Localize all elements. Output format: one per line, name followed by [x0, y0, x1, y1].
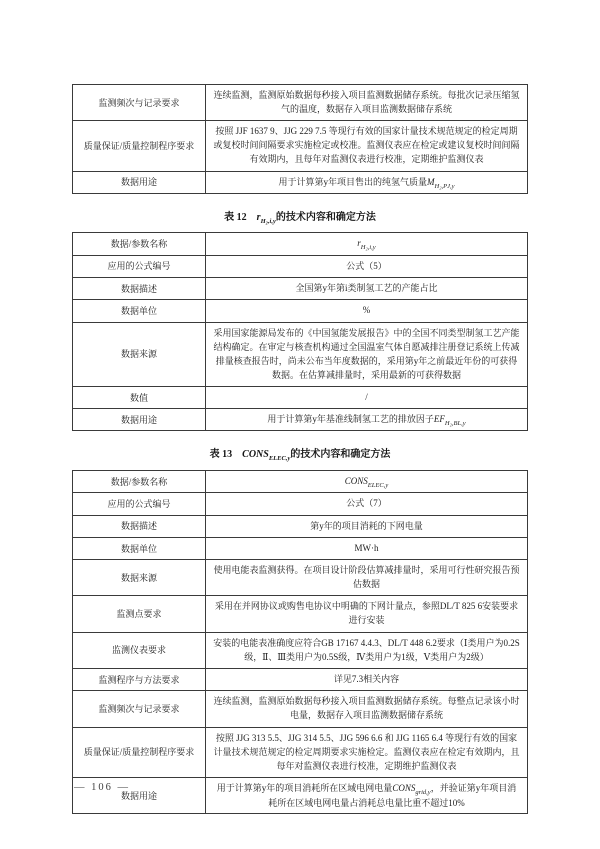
caption-prefix: 表 13 [209, 449, 243, 461]
row-label-cell: 数值 [73, 386, 206, 408]
row-label-cell: 应用的公式编号 [73, 493, 206, 515]
value-text: 采用在并网协议或购售电协议中明确的下网计量点，参照DL/T 825 6安装要求进行安装 [214, 601, 519, 626]
table-row [73, 691, 528, 727]
table-12 [72, 232, 528, 431]
row-value-cell [206, 727, 528, 777]
table-row [73, 470, 528, 492]
row-value-cell [206, 386, 528, 408]
row-value-cell [206, 470, 528, 492]
table-row [73, 322, 528, 386]
value-text: MW·h [354, 542, 379, 553]
formula-base: r [357, 238, 361, 249]
table-row [73, 409, 528, 431]
table-row [73, 596, 528, 632]
value-text: 使用电能表监测获得。在项目设计阶段估算减排量时，采用可行性研究报告预估数据 [213, 565, 520, 590]
row-value-cell [206, 560, 528, 596]
value-text: 采用国家能源局发布的《中国氢能发展报告》中的全国不同类型制氢工艺产能结构确定。在审定与核查机构通过全国温室气体自愿减排注册登记系统上传减排量核查报告时，尚未公布当年度数据的，采用第y年之前最近年份的可获得数据。在估算减排量时，采用最新的可获得数据 [213, 327, 520, 380]
table-row [73, 727, 528, 777]
table-13 [72, 470, 528, 814]
value-text: 安装的电能表准确度应符合GB 17167 4.4.3、DL/T 448 6.2要求（Ⅰ类用户为0.2S级，Ⅱ、Ⅲ类用户为0.5S级，Ⅳ类用户为1级，Ⅴ类用户为2级） [213, 637, 520, 662]
row-label-cell: 监测频次与记录要求 [73, 85, 206, 121]
document-page-content [72, 84, 528, 814]
row-value-cell [206, 277, 528, 299]
table-row [73, 121, 528, 171]
row-label-cell: 监测点要求 [73, 596, 206, 632]
table-monitoring-continuation [72, 84, 528, 194]
row-value-cell [206, 300, 528, 322]
table-row [73, 277, 528, 299]
row-value-cell [206, 233, 528, 255]
table-row [73, 669, 528, 691]
value-text: 按照 JJG 313 5.5、JJG 314 5.5、JJG 596 6.6 和 JJG 1165 6.4 等现行有效的国家计量技术规范规定的检定周期要求实施检定。监测仪表应在检定有效期内，且每年对监测仪表进行校准，定期维护监测仪表 [213, 732, 520, 771]
formula-subscript: ELEC,y [367, 481, 389, 489]
page-number-label: — 106 — [74, 782, 130, 793]
row-label-cell: 质量保证/质量控制程序要求 [73, 121, 206, 171]
row-value-cell [206, 121, 528, 171]
row-value-cell [206, 669, 528, 691]
row-label-cell: 数据用途 [73, 171, 206, 193]
value-text: 第y年的项目消耗的下网电量 [310, 520, 423, 531]
value-text: 连续监测，监测原始数据每秒接入项目监测数据储存系统。每批次记录压缩氢气的温度，数据存入项目监测数据储存系统 [213, 90, 520, 114]
row-label-cell: 数据单位 [73, 537, 206, 559]
row-value-cell [206, 777, 528, 813]
table-row [73, 300, 528, 322]
row-label-cell: 监测仪表要求 [73, 632, 206, 668]
value-text: 公式（5） [346, 260, 387, 271]
table-row [73, 255, 528, 277]
table-13-caption [72, 445, 528, 463]
table-row [73, 85, 528, 121]
table-row [73, 493, 528, 515]
formula-subscript: H₂,BL,y [444, 419, 466, 427]
table-12-caption [72, 208, 528, 226]
row-value-cell [206, 596, 528, 632]
formula-base: CONS [242, 449, 269, 461]
table-row [73, 233, 528, 255]
caption-prefix: 表 12 [224, 211, 257, 223]
row-label-cell: 数据来源 [73, 560, 206, 596]
row-label-cell: 数据描述 [73, 277, 206, 299]
row-value-cell [206, 171, 528, 193]
row-label-cell: 监测频次与记录要求 [73, 691, 206, 727]
value-text: 连续监测，监测原始数据每秒接入项目监测数据储存系统。每整点记录该小时电量，数据存入项目监测数据储存系统 [213, 696, 520, 721]
row-label-cell: 数据单位 [73, 300, 206, 322]
table-row [73, 515, 528, 537]
value-text: 用于计算第y年项目售出的纯氢气质量 [278, 176, 428, 187]
value-text: / [365, 391, 368, 402]
formula-subscript: H₂,PJ,y [434, 182, 455, 190]
formula-subscript: H₂,i,y [360, 244, 376, 252]
row-value-cell [206, 85, 528, 121]
row-label-cell: 应用的公式编号 [73, 255, 206, 277]
formula-subscript: ELEC,y [268, 455, 291, 463]
row-label-cell: 数据/参数名称 [73, 470, 206, 492]
table-row [73, 537, 528, 559]
row-value-cell [206, 255, 528, 277]
value-text: 用于计算第y年的项目消耗所在区域电网电量 [216, 782, 393, 793]
page-number [74, 782, 130, 793]
value-text: 用于计算第y年基准线制氢工艺的排放因子 [267, 414, 434, 425]
table-row [73, 632, 528, 668]
formula-base: CONS [344, 475, 368, 486]
row-label-cell: 数据描述 [73, 515, 206, 537]
row-label-cell: 数据用途 [73, 777, 206, 813]
table-row [73, 171, 528, 193]
row-label-cell: 数据/参数名称 [73, 233, 206, 255]
row-value-cell [206, 537, 528, 559]
row-label-cell: 质量保证/质量控制程序要求 [73, 727, 206, 777]
row-value-cell [206, 691, 528, 727]
row-value-cell [206, 515, 528, 537]
value-text-post: ，并验证第y年项目消耗所在区域电网电量占消耗总电量比重不超过10% [268, 782, 517, 809]
value-text: % [362, 305, 371, 316]
formula-subscript: grid,y [415, 788, 431, 796]
caption-suffix: 的技术内容和确定方法 [290, 449, 391, 461]
value-text: 全国第y年第i类制氢工艺的产能占比 [295, 282, 438, 293]
formula-base: CONS [392, 782, 416, 793]
row-value-cell [206, 322, 528, 386]
row-label-cell: 监测程序与方法要求 [73, 669, 206, 691]
formula-base: EF [433, 414, 445, 425]
value-text: 详见7.3相关内容 [333, 674, 400, 685]
formula-subscript: H₂,i,y [260, 217, 276, 225]
row-value-cell [206, 632, 528, 668]
caption-suffix: 的技术内容和确定方法 [275, 211, 376, 223]
row-label-cell: 数据用途 [73, 409, 206, 431]
row-value-cell [206, 493, 528, 515]
formula-base: r [256, 211, 261, 223]
row-value-cell [206, 409, 528, 431]
row-label-cell: 数据来源 [73, 322, 206, 386]
value-text: 按照 JJF 1637 9、JJG 229 7.5 等现行有效的国家计量技术规范规定的检定周期或复校时间间隔要求实施检定或校准。监测仪表应在检定或建议复校时间间隔有效期内，且每年对监测仪表进行校准，定期维护监测仪表 [213, 126, 520, 165]
value-text: 公式（7） [346, 498, 387, 509]
formula-base: M [427, 176, 435, 187]
table-row [73, 560, 528, 596]
table-row [73, 386, 528, 408]
table-row [73, 777, 528, 813]
